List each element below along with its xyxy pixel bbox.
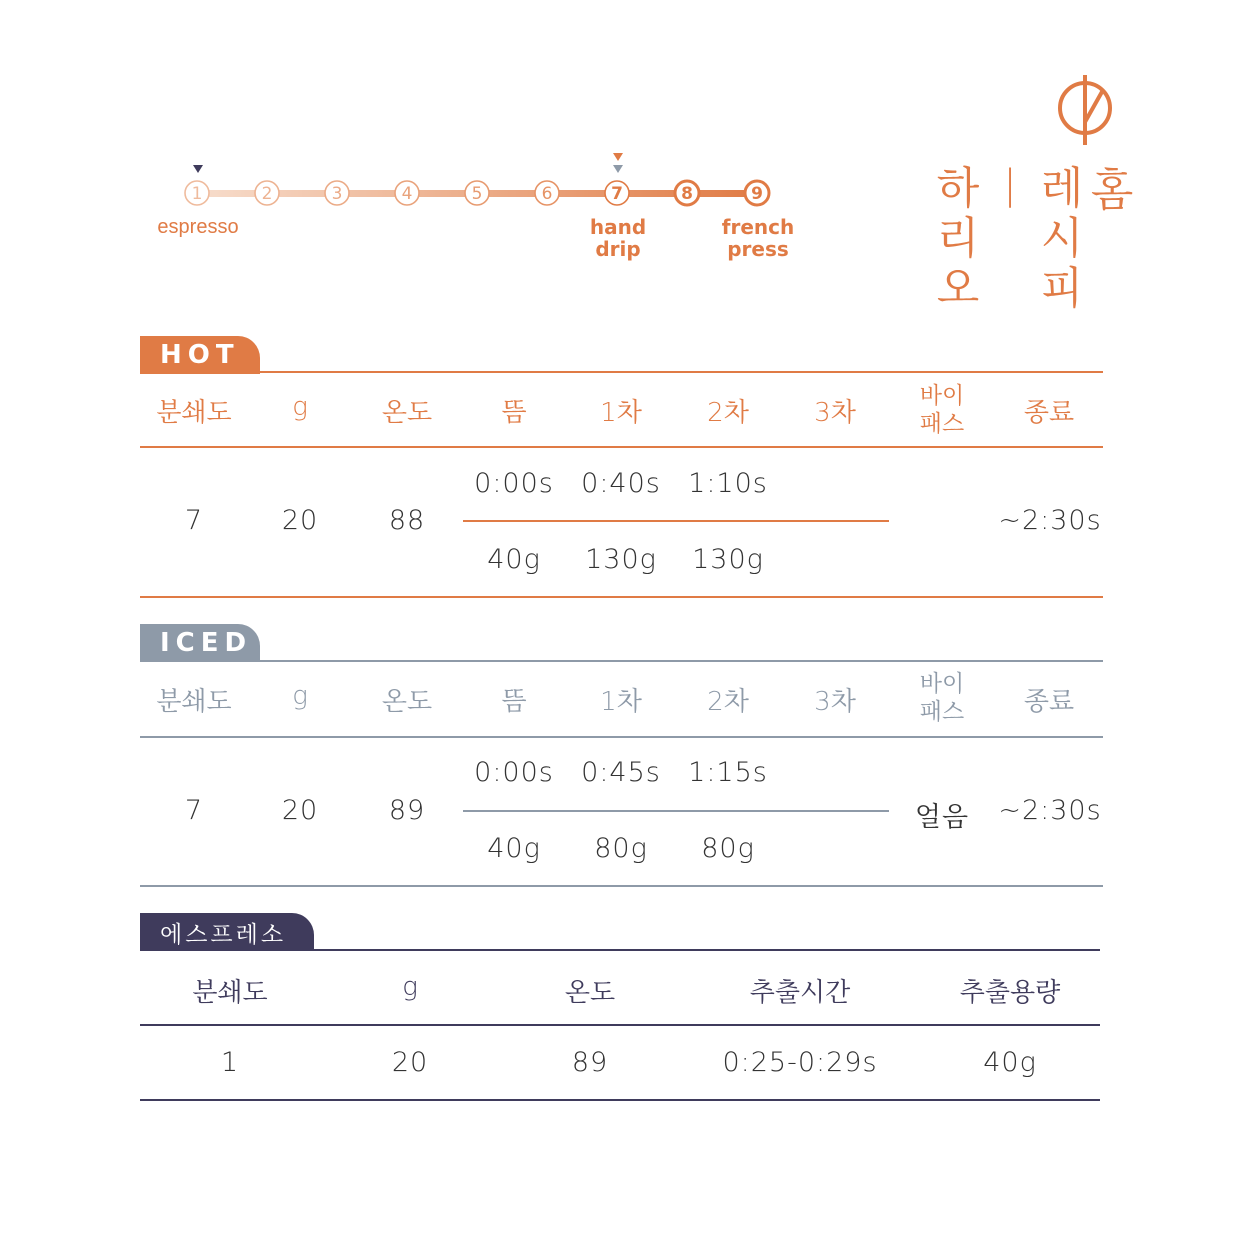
iced-pour-divider bbox=[463, 810, 889, 812]
hot-header-second: 2차 bbox=[707, 398, 749, 428]
french-press-label-line1: french bbox=[721, 215, 795, 239]
espresso-header-time: 추출시간 bbox=[749, 978, 851, 1008]
iced-tab: ICED bbox=[140, 624, 260, 662]
iced-bottom-rule bbox=[140, 885, 1103, 887]
svg-text:9: 9 bbox=[751, 184, 763, 204]
hot-header-first: 1차 bbox=[600, 398, 642, 428]
svg-text:6: 6 bbox=[541, 184, 553, 204]
espresso-time-value: 0:25-0:29s bbox=[722, 1047, 878, 1078]
hot-header-rule bbox=[140, 446, 1103, 448]
french-press-label-line2: press bbox=[727, 237, 789, 261]
iced-g-value: 20 bbox=[281, 795, 319, 826]
hot-tab: HOT bbox=[140, 336, 260, 374]
hot-grind-value: 7 bbox=[184, 505, 204, 536]
hot-header-grind: 분쇄도 bbox=[156, 398, 232, 428]
hot-first-time: 0:40s bbox=[581, 468, 661, 499]
hot-header-g: g bbox=[292, 392, 308, 422]
logo-char-si: 시 bbox=[1040, 213, 1084, 264]
logo-char-re: 레 bbox=[1040, 163, 1084, 214]
hot-bottom-rule bbox=[140, 596, 1103, 598]
svg-text:7: 7 bbox=[611, 184, 623, 204]
iced-marker-icon bbox=[613, 165, 623, 173]
grind-step-1 bbox=[185, 181, 209, 205]
espresso-grind-value: 1 bbox=[220, 1047, 240, 1078]
espresso-marker-icon bbox=[193, 165, 203, 173]
espresso-header-volume: 추출용량 bbox=[959, 978, 1061, 1008]
iced-grind-value: 7 bbox=[184, 795, 204, 826]
hot-header-bloom: 뜸 bbox=[501, 398, 527, 428]
iced-header-g: g bbox=[292, 681, 308, 711]
logo-char-ri: 리 bbox=[936, 213, 980, 264]
hand-drip-label-line1: hand bbox=[589, 215, 647, 239]
iced-top-rule bbox=[140, 660, 1103, 662]
iced-header-first: 1차 bbox=[600, 687, 642, 717]
espresso-bottom-rule bbox=[140, 1099, 1100, 1101]
iced-header-bloom: 뜸 bbox=[501, 687, 527, 717]
hot-second-time: 1:10s bbox=[688, 468, 768, 499]
iced-header-second: 2차 bbox=[707, 687, 749, 717]
iced-first-time: 0:45s bbox=[581, 757, 661, 788]
grind-step-8 bbox=[675, 181, 699, 205]
iced-header-bypass-2: 패스 bbox=[919, 699, 965, 725]
espresso-label: espresso bbox=[157, 216, 239, 238]
logo-char-home: 홈 bbox=[1090, 165, 1134, 216]
iced-header-third: 3차 bbox=[814, 687, 856, 717]
espresso-header-rule bbox=[140, 1024, 1100, 1026]
iced-bloom-time: 0:00s bbox=[474, 757, 554, 788]
hot-top-rule bbox=[140, 371, 1103, 373]
hot-header-third: 3차 bbox=[814, 398, 856, 428]
iced-header-end: 종료 bbox=[1023, 687, 1075, 717]
grind-step-7 bbox=[605, 181, 629, 205]
leaf-circle-icon bbox=[1055, 70, 1115, 150]
iced-temp-value: 89 bbox=[388, 795, 426, 826]
logo-char-ha: 하 bbox=[936, 163, 980, 214]
espresso-header-grind: 분쇄도 bbox=[192, 978, 268, 1008]
grind-step-3 bbox=[325, 181, 349, 205]
espresso-header-g: g bbox=[402, 972, 418, 1002]
hot-marker-icon bbox=[613, 153, 623, 161]
grind-step-5 bbox=[465, 181, 489, 205]
grind-step-4 bbox=[395, 181, 419, 205]
espresso-tab: 에스프레소 bbox=[140, 913, 314, 951]
hot-first-amount: 130g bbox=[585, 544, 657, 575]
iced-header-temp: 온도 bbox=[381, 687, 433, 717]
hot-second-amount: 130g bbox=[692, 544, 764, 575]
logo-char-pi: 피 bbox=[1040, 263, 1084, 314]
grind-step-2 bbox=[255, 181, 279, 205]
hot-header-end: 종료 bbox=[1023, 398, 1075, 428]
iced-bypass-value: 얼음 bbox=[914, 802, 970, 833]
iced-header-rule bbox=[140, 736, 1103, 738]
logo-divider: | bbox=[1003, 162, 1017, 208]
iced-header-grind: 분쇄도 bbox=[156, 687, 232, 717]
iced-second-time: 1:15s bbox=[688, 757, 768, 788]
svg-text:2: 2 bbox=[261, 184, 273, 204]
logo-char-o: 오 bbox=[936, 263, 980, 314]
svg-text:8: 8 bbox=[681, 184, 693, 204]
hot-bloom-amount: 40g bbox=[487, 544, 541, 575]
espresso-header-temp: 온도 bbox=[564, 978, 616, 1008]
svg-text:3: 3 bbox=[331, 184, 343, 204]
espresso-top-rule bbox=[140, 949, 1100, 951]
hot-pour-divider bbox=[463, 520, 889, 522]
iced-bloom-amount: 40g bbox=[487, 833, 541, 864]
hot-header-temp: 온도 bbox=[381, 398, 433, 428]
iced-header-bypass-1: 바이 bbox=[919, 671, 965, 697]
grind-step-9 bbox=[745, 181, 769, 205]
hot-temp-value: 88 bbox=[388, 505, 426, 536]
svg-text:4: 4 bbox=[401, 184, 413, 204]
espresso-volume-value: 40g bbox=[983, 1047, 1037, 1078]
grind-step-6 bbox=[535, 181, 559, 205]
iced-second-amount: 80g bbox=[701, 833, 755, 864]
iced-first-amount: 80g bbox=[594, 833, 648, 864]
espresso-temp-value: 89 bbox=[571, 1047, 609, 1078]
hand-drip-label-line2: drip bbox=[595, 237, 641, 261]
hot-g-value: 20 bbox=[281, 505, 319, 536]
hot-header-bypass-2: 패스 bbox=[919, 411, 965, 437]
hot-header-bypass-1: 바이 bbox=[919, 383, 965, 409]
iced-end-value: ~2:30s bbox=[998, 795, 1102, 826]
hot-end-value: ~2:30s bbox=[998, 505, 1102, 536]
hot-bloom-time: 0:00s bbox=[474, 468, 554, 499]
svg-text:1: 1 bbox=[191, 184, 203, 204]
svg-text:5: 5 bbox=[471, 184, 483, 204]
espresso-g-value: 20 bbox=[391, 1047, 429, 1078]
